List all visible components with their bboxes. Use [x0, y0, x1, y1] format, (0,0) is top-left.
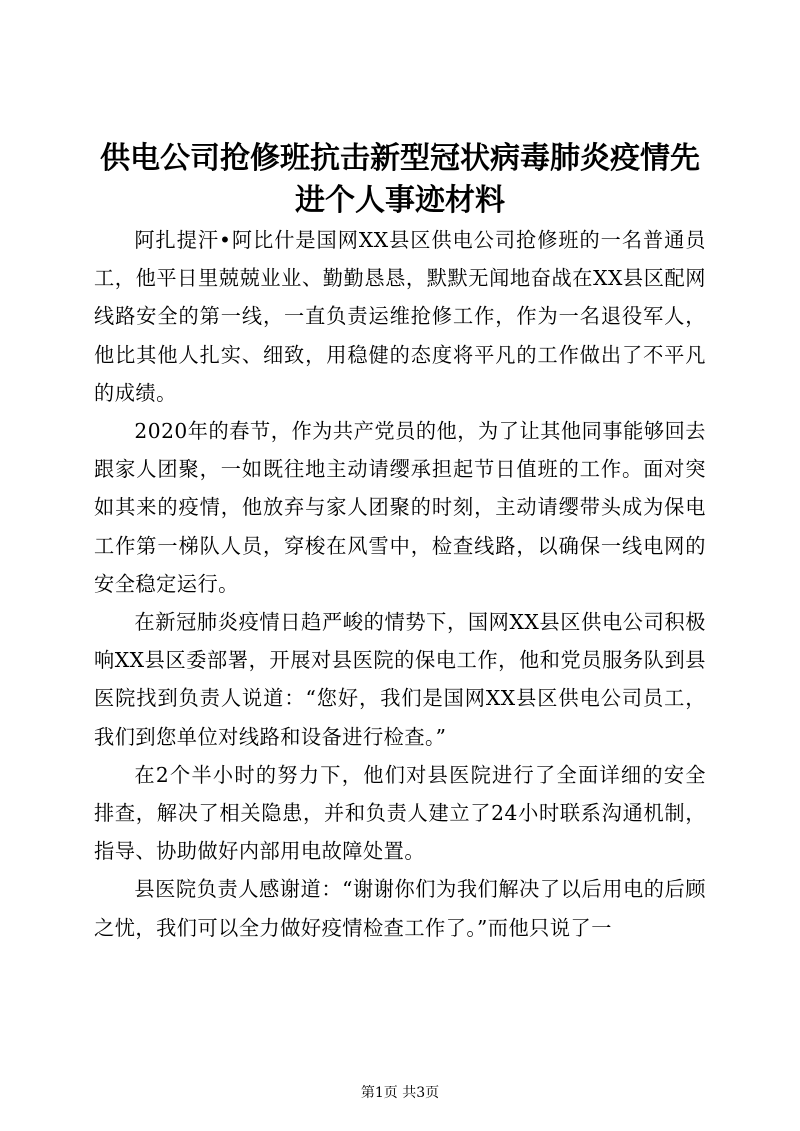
document-body [94, 221, 706, 947]
paragraph-5: 县医院负责人感谢道：“谢谢你们为我们解决了以后用电的后顾之忧，我们可以全力做好疫情检查工作了。”而他只说了一 [94, 877, 706, 940]
page-number-footer: 第1页 共3页 [360, 1085, 440, 1101]
paragraph-3: 在新冠肺炎疫情日趋严峻的情势下，国网XX县区供电公司积极响XX县区委部署，开展对县医院的保电工作，他和党员服务队到县医院找到负责人说道：“您好，我们是国网XX县区供电公司员工，我们到您单位对线路和设备进行检查。” [94, 610, 706, 749]
paragraph-1: 阿扎提汗•阿比什是国网XX县区供电公司抢修班的一名普通员工，他平日里兢兢业业、勤勤恳恳，默默无闻地奋战在XX县区配网线路安全的第一线，一直负责运维抢修工作，作为一名退役军人，他比其他人扎实、细致，用稳健的态度将平凡的工作做出了不平凡的成绩。 [94, 228, 706, 405]
paragraph-4: 在2个半小时的努力下，他们对县医院进行了全面详细的安全排查，解决了相关隐患，并和负责人建立了24小时联系沟通机制，指导、协助做好内部用电故障处置。 [94, 762, 706, 864]
document-title: 供电公司抢修班抗击新型冠状病毒肺炎疫情先进个人事迹材料 [100, 141, 700, 218]
paragraph-2: 2020年的春节，作为共产党员的他，为了让其他同事能够回去跟家人团聚，一如既往地主动请缨承担起节日值班的工作。面对突如其来的疫情，他放弃与家人团聚的时刻，主动请缨带头成为保电工作第一梯队人员，穿梭在风雪中，检查线路，以确保一线电网的安全稳定运行。 [94, 419, 706, 596]
